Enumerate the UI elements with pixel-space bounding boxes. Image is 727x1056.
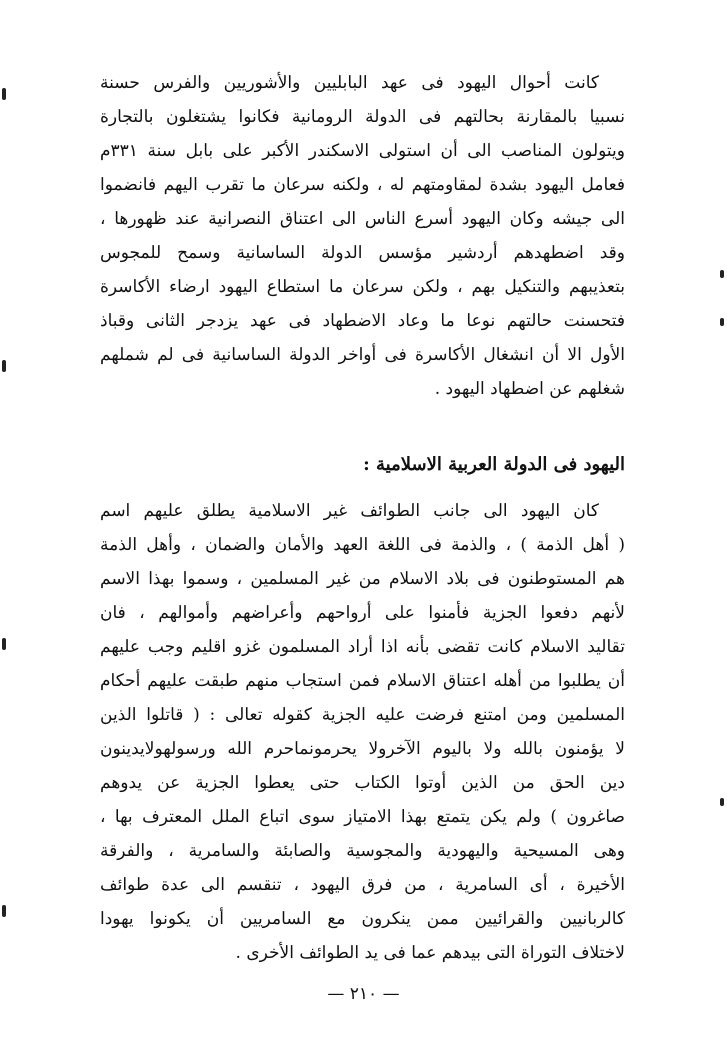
paragraph-line: كانت أحوال اليهود فى عهد البابليين والأشوريين والفرس حسنة	[100, 73, 599, 93]
paragraph-line: كالربانيين والقرائيين ممن ينكرون مع السامريين أن يكونوا يهودا	[100, 909, 625, 929]
margin-mark	[720, 318, 724, 326]
paragraph-line: ويتولون المناصب الى أن استولى الاسكندر الأكبر على بابل سنة ٣٣١م	[100, 141, 625, 161]
paragraph-line: دين الحق من الذين أوتوا الكتاب حتى يعطوا الجزية عن يدوهم	[100, 773, 625, 793]
paragraph-line: شغلهم عن اضطهاد اليهود .	[434, 379, 625, 399]
margin-mark	[2, 638, 6, 650]
paragraph-line: المسلمين ومن امتنع فرضت عليه الجزية كقوله تعالى : ( قاتلوا الذين	[100, 705, 625, 725]
paragraph-line: لا يؤمنون بالله ولا باليوم الآخرولا يحرمونماحرم الله ورسولهولايدينون	[100, 739, 625, 759]
section-heading: اليهود فى الدولة العربية الاسلامية :	[363, 454, 625, 475]
margin-mark	[2, 360, 6, 372]
paragraph-dhimma	[100, 494, 625, 970]
paragraph-line: تقاليد الاسلام كانت تقضى بأنه اذا أراد المسلمون غزو اقليم وجب عليهم	[100, 637, 625, 657]
margin-mark	[720, 270, 724, 278]
paragraph-line: فعامل اليهود بشدة لمقاومتهم له ، ولكنه سرعان ما تقرب اليهم فانضموا	[100, 175, 625, 195]
paragraph-line: وقد اضطهدهم أردشير مؤسس الدولة الساسانية وسمح للمجوس	[100, 243, 625, 263]
paragraph-line: فتحسنت حالتهم نوعا ما وعاد الاضطهاد فى عهد يزدجر الثانى وقباذ	[100, 311, 625, 331]
page-number: — ٢١٠ —	[327, 984, 400, 1004]
paragraph-line: كان اليهود الى جانب الطوائف غير الاسلامية يطلق عليهم اسم	[100, 501, 599, 521]
paragraph-line: الى جيشه وكان اليهود أسرع الناس الى اعتناق النصرانية عند ظهورها ،	[100, 209, 625, 229]
paragraph-history	[100, 66, 625, 406]
margin-mark	[2, 905, 6, 917]
margin-mark	[2, 88, 6, 100]
paragraph-line: نسبيا بالمقارنة بحالتهم فى الدولة الرومانية فكانوا يشتغلون بالتجارة	[100, 107, 625, 127]
paragraph-line: أن يطلبوا من أهله اعتناق الاسلام فمن استجاب منهم طبقت عليهم أحكام	[100, 671, 625, 691]
paragraph-line: الأخيرة ، أى السامرية ، من فرق اليهود ، تنقسم الى عدة طوائف	[100, 875, 625, 895]
margin-mark	[720, 798, 724, 806]
paragraph-line: وهى المسيحية واليهودية والمجوسية والصابئة والسامرية ، والفرقة	[100, 841, 625, 861]
paragraph-line: صاغرون ) ولم يكن يتمتع بهذا الامتياز سوى اتباع الملل المعترف بها ،	[100, 807, 625, 827]
paragraph-line: الأول الا أن انشغال الأكاسرة فى أواخر الدولة الساسانية فى لم شملهم	[100, 345, 625, 365]
paragraph-line: ( أهل الذمة ) ، والذمة فى اللغة العهد والأمان والضمان ، وأهل الذمة	[100, 535, 625, 555]
paragraph-line: لاختلاف التوراة التى بيدهم عما فى يد الطوائف الأخرى .	[235, 943, 625, 963]
paragraph-line: هم المستوطنون فى بلاد الاسلام من غير المسلمين ، وسموا بهذا الاسم	[100, 569, 625, 589]
paragraph-line: بتعذيبهم والتنكيل بهم ، ولكن سرعان ما استطاع اليهود ارضاء الأكاسرة	[100, 277, 625, 297]
paragraph-line: لأنهم دفعوا الجزية فأمنوا على أرواحهم وأعراضهم وأموالهم ، فان	[100, 603, 625, 623]
